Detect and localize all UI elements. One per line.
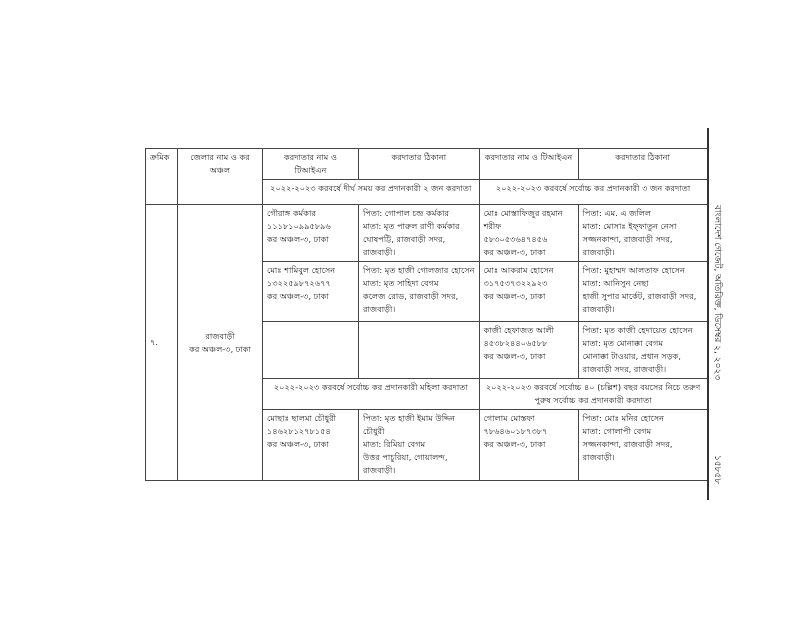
taxpayer-tin: ৭৮৬৪৬০১৮৭৩৮৭ [483, 426, 548, 436]
taxpayer-cell [479, 205, 578, 262]
district-zone: কর অঞ্চল-৩, ঢাকা [189, 343, 251, 354]
taxpayer-tin: ১৩২২৫৯৮৭২৬৭৭ [267, 278, 331, 288]
address: উত্তর পাচুরিয়া, গোয়ালন্দ, রাজবাড়ী। [363, 452, 448, 475]
taxpayer-zone: কর অঞ্চল-৩, ঢাকা [267, 234, 329, 244]
serial-cell: ৭. [146, 205, 178, 481]
taxpayer-cell [479, 262, 578, 322]
gazette-header: বাংলাদেশ গেজেট, অতিরিক্ত, ডিসেম্বর ২, ২০২৩ [712, 205, 722, 381]
father-name: পিতা: মৃত কাজী হেদায়েত হোসেন [582, 325, 693, 335]
taxpayer-name: মোঃ আকরাম হোসেন [483, 265, 554, 275]
address-cell [578, 262, 707, 322]
header-serial: ক্রমিক [146, 149, 178, 205]
section-longest-taxpayers: ২০২২-২০২৩ করবর্ষে দীর্ঘ সময় কর প্রদানকারী ২ জন করদাতা [263, 180, 480, 205]
taxpayer-zone: কর অঞ্চল-৩, ঢাকা [267, 439, 329, 449]
header-taxpayer-1: করদাতার নাম ও টিআইএন [263, 149, 359, 180]
taxpayer-zone: কর অঞ্চল-৩, ঢাকা [483, 247, 546, 257]
taxpayer-zone: কর অঞ্চল-৩, ঢাকা [483, 291, 546, 301]
mother-name: মাতা: রিমিয়া বেগম [363, 439, 426, 449]
address: ঘোষপট্টি, রাজবাড়ী সদর, রাজবাড়ী। [363, 234, 446, 257]
father-name: পিতা: মুহাম্মদ আলতাফ হোসেন [582, 265, 685, 275]
father-name: পিতা: মৃত হাজী ইমাম উদ্দিন চৌধুরী [363, 413, 456, 436]
address-cell [578, 205, 707, 262]
address: মোনাক্কা টাওয়ার, প্রধান সড়ক, রাজবাড়ী সদর, রাজবাড়ী। [582, 351, 682, 374]
section-young-male-taxpayer: ২০২২-২০২৩ করবর্ষে সর্বোচ্চ ৪০ (চল্লিশ) বছর বয়সের নিচে তরুণ পুরুষ সর্বোচ্চ কর প্রদানকারী করদাতা [479, 379, 707, 410]
page-number: ১৫৮৫৮ [712, 455, 722, 485]
section-highest-taxpayers: ২০২২-২০২৩ করবর্ষে সর্বোচ্চ কর প্রদানকারী ৩ জন করদাতা [479, 180, 707, 205]
header-address-1: করদাতার ঠিকানা [359, 149, 480, 180]
mother-name: মাতা: মোসাঃ ইফ্ফাতুন নেসা [582, 221, 677, 231]
empty-cell [263, 322, 359, 379]
taxpayer-cell [263, 262, 359, 322]
header-district: জেলার নাম ও কর অঞ্চল [178, 149, 263, 205]
father-name: পিতা: মোঃ মনির হোসেন [582, 413, 665, 423]
mother-name: মাতা: মৃত সাহিদা বেগম [363, 278, 439, 288]
father-name: পিতা: এম. এ জলিল [582, 208, 652, 218]
taxpayer-zone: কর অঞ্চল-৩, ঢাকা [483, 439, 546, 449]
address: সজ্জনকান্দা, রাজবাড়ী সদর, রাজবাড়ী। [582, 234, 673, 257]
empty-cell [359, 322, 480, 379]
taxpayer-cell [263, 205, 359, 262]
taxpayer-name: মোঃ মোস্তাফিজুর রহমান শরীফ [483, 208, 563, 231]
taxpayer-tin: ১৪৬২৮১২৭৮১৫৪ [267, 426, 331, 436]
taxpayer-tin: ১১১৮১০৯৯৫৮৯৬ [267, 221, 331, 231]
taxpayer-name: গৌরাঙ্গ কর্মকার [267, 208, 316, 218]
section-female-taxpayer: ২০২২-২০২৩ করবর্ষে সর্বোচ্চ কর প্রদানকারী মহিলা করদাতা [263, 379, 480, 410]
district-name: রাজবাড়ী [205, 330, 235, 341]
address-cell [359, 410, 480, 481]
mother-name: মাতা: মৃত পারুল রাণী কর্মকার [363, 221, 460, 231]
mother-name: মাতা: আনিসুন নেছা [582, 278, 649, 288]
address: হাজী সুপার মার্কেট, রাজবাড়ী সদর, রাজবাড়ী। [582, 291, 697, 314]
taxpayer-tin: ৫৮৩০৫৩৬৪৭৪৫৬ [483, 234, 548, 244]
header-address-2: করদাতার ঠিকানা [578, 149, 707, 180]
taxpayer-table [145, 148, 708, 481]
father-name: পিতা: মৃত হাজী গোলজার হোসেন [363, 265, 475, 275]
taxpayer-tin: ৪৫৩৮২৪৪০৬৫৮৮ [483, 338, 548, 348]
taxpayer-name: মোঃ শামিবুল হোসেন [267, 265, 336, 275]
header-row [146, 149, 708, 180]
address: কলেজ রোড, রাজবাড়ী সদর, রাজবাড়ী। [363, 291, 459, 314]
father-name: পিতা: গোপাল চন্দ্র কর্মকার [363, 208, 450, 218]
table-row [146, 205, 708, 262]
taxpayer-tin: ৩১৭৫৩৭৩২২৯২৩ [483, 278, 548, 288]
district-cell [178, 205, 263, 481]
address-cell [359, 262, 480, 322]
taxpayer-name: মোছাঃ ছালমা চৌধুরী [267, 413, 337, 423]
taxpayer-name: গোলাম মোস্তফা [483, 413, 535, 423]
address-cell [578, 410, 707, 481]
address: সজ্জনকান্দা, রাজবাড়ী সদর, রাজবাড়ী। [582, 439, 673, 462]
taxpayer-zone: কর অঞ্চল-৩, ঢাকা [267, 291, 329, 301]
taxpayer-cell [479, 410, 578, 481]
taxpayer-cell [263, 410, 359, 481]
margin-rule [707, 128, 709, 500]
taxpayer-zone: কর অঞ্চল-৩, ঢাকা [483, 351, 546, 361]
address-cell [578, 322, 707, 379]
header-taxpayer-2: করদাতার নাম ও টিআইএন [479, 149, 578, 180]
taxpayer-name: কাজী হেফাজত আলী [483, 325, 554, 335]
mother-name: মাতা: গোলাপী বেগম [582, 426, 652, 436]
address-cell [359, 205, 480, 262]
mother-name: মাতা: মৃত মোনাক্কা বেগম [582, 338, 663, 348]
taxpayer-cell [479, 322, 578, 379]
